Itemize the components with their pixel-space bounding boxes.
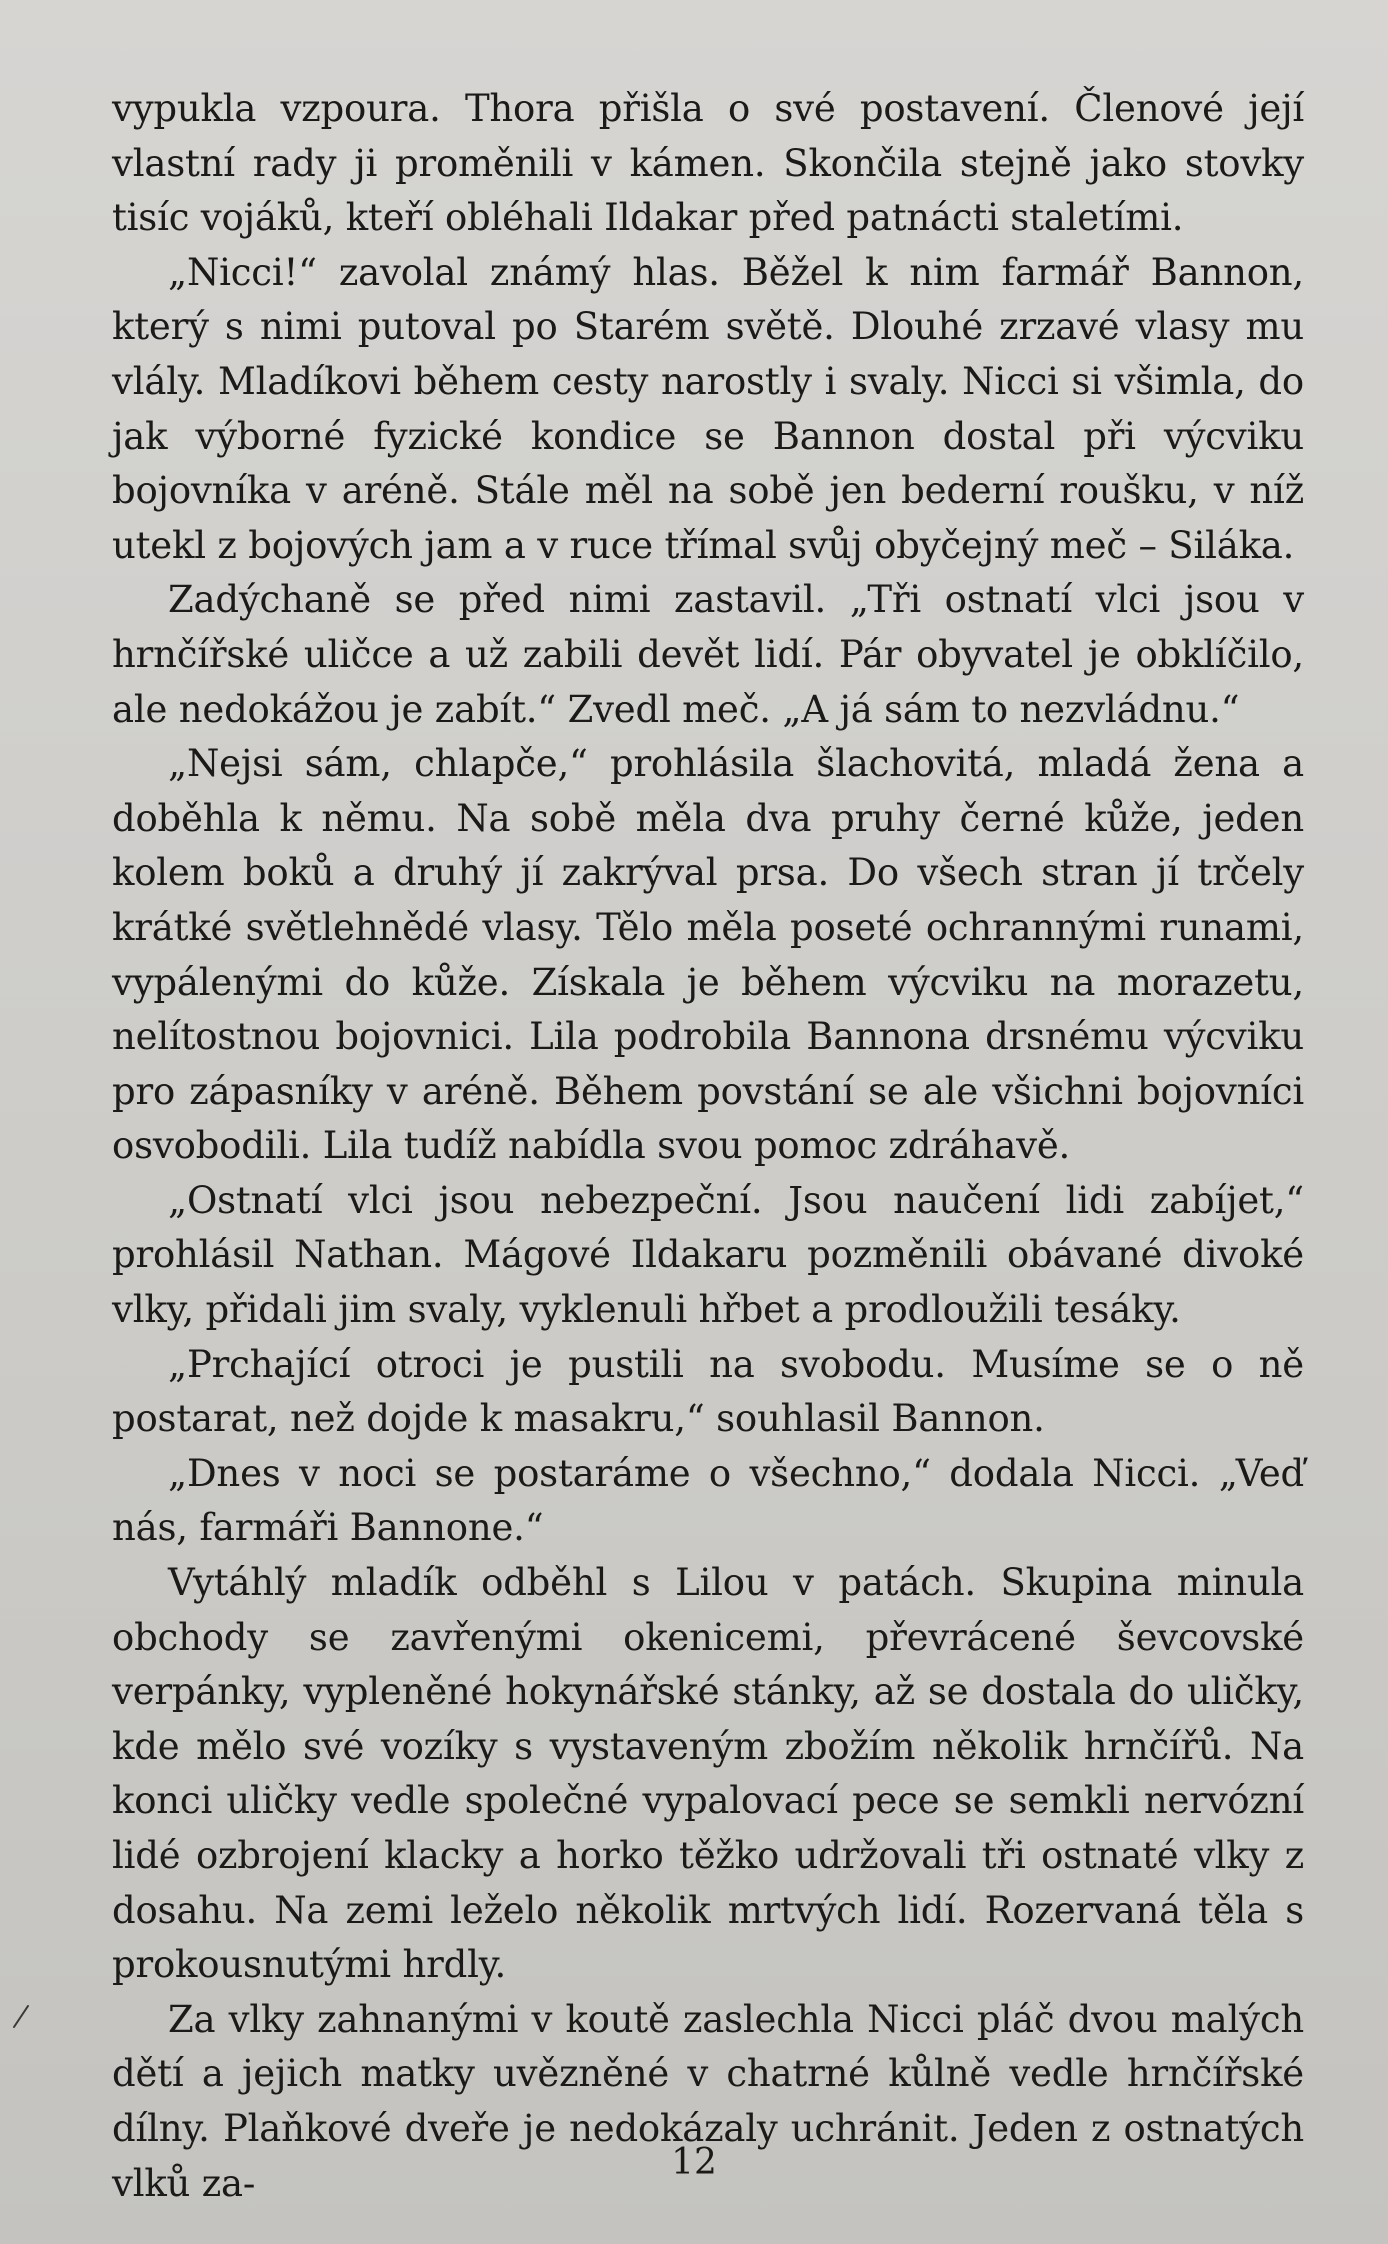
paragraph-2: „Nicci!“ zavolal známý hlas. Běžel k nim farmář Bannon, který s nimi putoval po Starém světě. Dlouhé zrzavé vlasy mu vlály. Mladíkovi během cesty narostly i svaly. Nicci si všimla, do jak výborné fyzické kondice se Bannon dostal při výcviku bojovníka v aréně. Stále měl na sobě jen bederní roušku, v níž utekl z bojových jam a v ruce třímal svůj obyčejný meč – Siláka.	[112, 250, 1304, 567]
paragraph-7: „Dnes v noci se postaráme o všechno,“ dodala Nicci. „Veď nás, farmáři Bannone.“	[112, 1451, 1304, 1550]
paragraph-9: Za vlky zahnanými v koutě zaslechla Nicci pláč dvou malých dětí a jejich matky uvězněné v chatrné kůlně vedle hrnčířské dílny. Plaňkové dveře je nedokázaly uchránit. Jeden z ostnatých vlků za-	[112, 1997, 1304, 2205]
paragraph-4: „Nejsi sám, chlapče,“ prohlásila šlachovitá, mladá žena a doběhla k němu. Na sobě měla dva pruhy černé kůže, jeden kolem boků a druhý jí zakrýval prsa. Do všech stran jí trčely krátké světlehnědé vlasy. Tělo měla poseté ochrannými runami, vypálenými do kůže. Získala je během výcviku na morazetu, nelítostnou bojovnici. Lila podrobila Bannona drsnému výcviku pro zápasníky v aréně. Během povstání se ale všichni bojovníci osvobodili. Lila tudíž nabídla svou pomoc zdráhavě.	[112, 742, 1304, 1168]
page-number: 12	[671, 2142, 717, 2183]
paragraph-3: Zadýchaně se před nimi zastavil. „Tři ostnatí vlci jsou v hrnčířské uličce a už zabili devět lidí. Pár obyvatel je obklíčilo, ale nedokážou je zabít.“ Zvedl meč. „A já sám to nezvládnu.“	[112, 578, 1304, 731]
pencil-mark-icon	[10, 2002, 34, 2030]
body-text	[112, 82, 1304, 2211]
paragraph-5: „Ostnatí vlci jsou nebezpeční. Jsou naučení lidi zabíjet,“ prohlásil Nathan. Mágové Ildakaru pozměnili obávané divoké vlky, přidali jim svaly, vyklenuli hřbet a prodloužili tesáky.	[112, 1178, 1304, 1332]
paragraph-8: Vytáhlý mladík odběhl s Lilou v patách. Skupina minula obchody se zavřenými okenicemi, převrácené ševcovské verpánky, vypleněné hokynářské stánky, až se dostala do uličky, kde mělo své vozíky s vystaveným zbožím několik hrnčířů. Na konci uličky vedle společné vypalovací pece se semkli nervózní lidé ozbrojení klacky a horko těžko udržovali tři ostnaté vlky z dosahu. Na zemi leželo několik mrtvých lidí. Rozervaná těla s prokousnutými hrdly.	[112, 1561, 1304, 1987]
paragraph-1: vypukla vzpoura. Thora přišla o své postavení. Členové její vlastní rady ji proměnili v kámen. Skončila stejně jako stovky tisíc vojáků, kteří obléhali Ildakar před patnácti staletími.	[112, 87, 1304, 240]
paragraph-6: „Prchající otroci je pustili na svobodu. Musíme se o ně postarat, než dojde k masakru,“ souhlasil Bannon.	[112, 1342, 1304, 1441]
